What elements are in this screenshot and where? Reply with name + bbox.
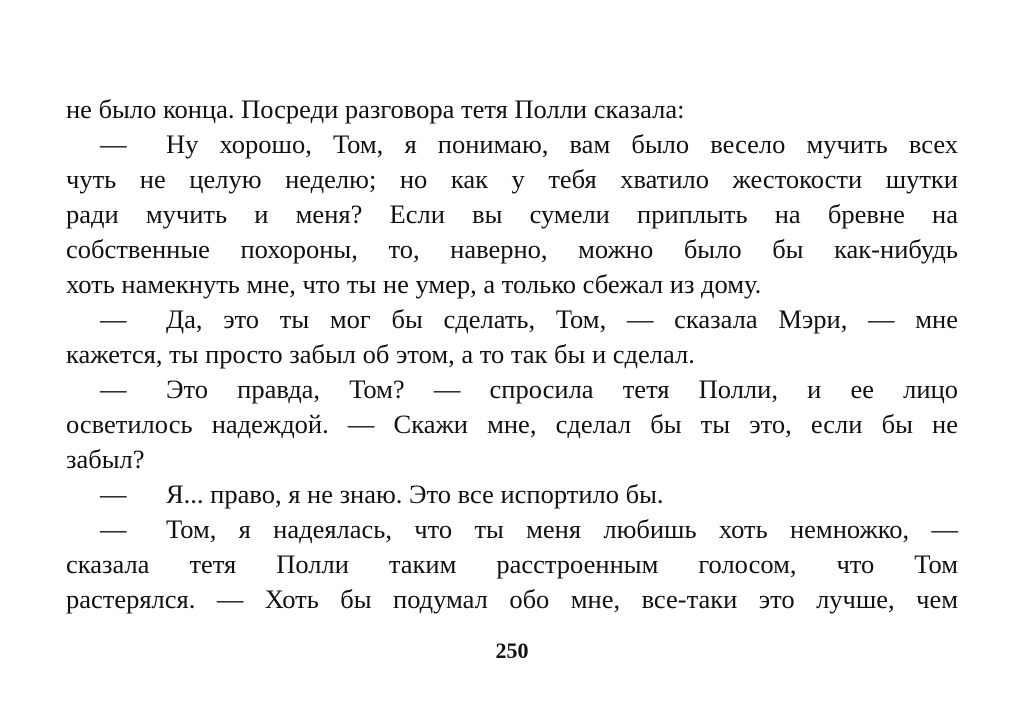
- text-line: [66, 512, 958, 547]
- line-text: Я... право, я не знаю. Это все испортило бы.: [166, 479, 664, 509]
- line-text: собственные похороны, то, наверно, можно было бы как-нибудь: [66, 234, 958, 264]
- body-text: [66, 92, 958, 617]
- line-text: Ну хорошо, Том, я понимаю, вам было весело мучить всех: [166, 129, 958, 159]
- text-line: [66, 197, 958, 232]
- dialogue-dash: —: [100, 374, 127, 404]
- text-line: [66, 582, 958, 617]
- line-text: Да, это ты мог бы сделать, Том, — сказала Мэри, — мне: [166, 304, 958, 334]
- dialogue-dash: —: [100, 304, 127, 334]
- line-text: Том, я надеялась, что ты меня любишь хоть немножко, —: [166, 514, 958, 544]
- text-line: [66, 162, 958, 197]
- line-text: кажется, ты просто забыл об этом, а то так бы и сделал.: [66, 339, 695, 369]
- text-line: [66, 127, 958, 162]
- dialogue-dash: —: [100, 514, 127, 544]
- line-text: ради мучить и меня? Если вы сумели приплыть на бревне на: [66, 199, 958, 229]
- line-text: сказала тетя Полли таким расстроенным голосом, что Том: [66, 549, 958, 579]
- text-line: [66, 407, 958, 442]
- line-text: растерялся. — Хоть бы подумал обо мне, все-таки это лучше, чем: [66, 584, 958, 614]
- text-line: [66, 92, 958, 127]
- line-text: хоть намекнуть мне, что ты не умер, а только сбежал из дому.: [66, 269, 762, 299]
- line-text: забыл?: [66, 444, 145, 474]
- text-line: [66, 372, 958, 407]
- text-line: [66, 477, 958, 512]
- dialogue-dash: —: [100, 129, 127, 159]
- line-text: чуть не целую неделю; но как у тебя хватило жестокости шутки: [66, 164, 958, 194]
- page-number: 250: [495, 638, 529, 663]
- line-text: не было конца. Посреди разговора тетя Полли сказала:: [66, 94, 685, 124]
- text-line: [66, 337, 958, 372]
- text-line: [66, 302, 958, 337]
- dialogue-dash: —: [100, 479, 127, 509]
- text-line: [66, 442, 958, 477]
- line-text: Это правда, Том? — спросила тетя Полли, и ее лицо: [166, 374, 958, 404]
- text-line: [66, 232, 958, 267]
- text-line: [66, 267, 958, 302]
- line-text: осветилось надеждой. — Скажи мне, сделал бы ты это, если бы не: [66, 409, 958, 439]
- text-line: [66, 547, 958, 582]
